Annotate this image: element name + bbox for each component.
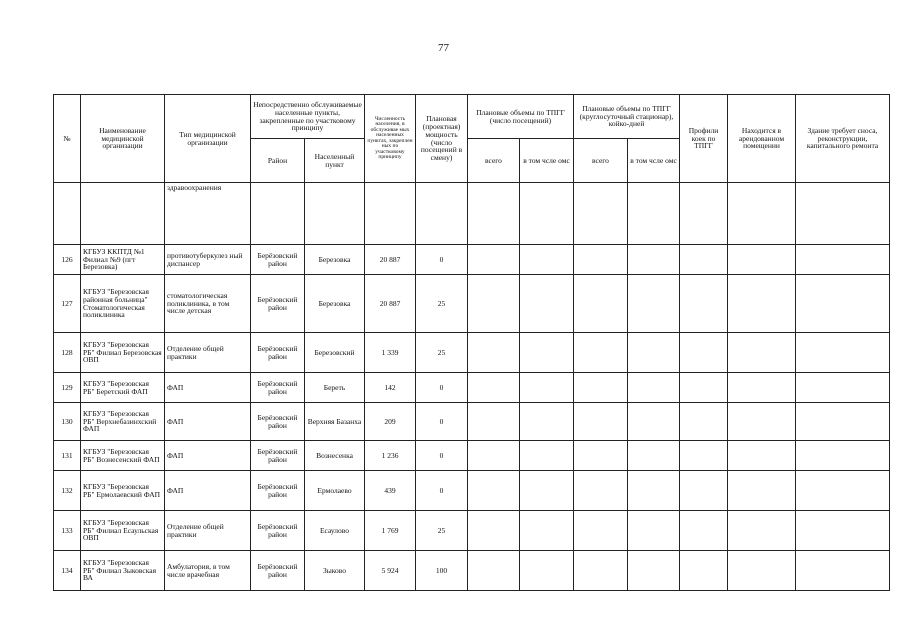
table-row xyxy=(54,333,890,373)
empty-cell xyxy=(628,441,680,471)
org-type-cell: ФАП xyxy=(165,403,251,441)
empty-cell xyxy=(680,333,728,373)
header-population: Численность населения, в обслуживае мых населенных пунктах, закреплен ных по участковому принципу xyxy=(365,95,416,183)
row-number: 131 xyxy=(54,441,81,471)
empty-cell xyxy=(468,275,520,333)
org-name-cell: КГБУЗ "Березовская РБ" Верхнебазинхский ФАП xyxy=(81,403,165,441)
empty-cell xyxy=(796,511,890,551)
empty-cell xyxy=(680,471,728,511)
district-cell: Берёзовский район xyxy=(251,511,305,551)
district-cell: Берёзовский район xyxy=(251,373,305,403)
empty-cell xyxy=(520,511,574,551)
empty-cell xyxy=(520,441,574,471)
empty-cell xyxy=(520,373,574,403)
header-org-type: Тип медицинской организации xyxy=(165,95,251,183)
empty-cell xyxy=(574,403,628,441)
district-cell: Берёзовский район xyxy=(251,441,305,471)
empty-cell xyxy=(628,551,680,591)
table-row xyxy=(54,403,890,441)
empty-cell xyxy=(468,403,520,441)
settlement-cell: Березовский xyxy=(305,333,365,373)
population-cell: 20 887 xyxy=(365,245,416,275)
org-type-cell: Амбулатория, в том числе врачебная xyxy=(165,551,251,591)
empty-cell xyxy=(796,373,890,403)
population-cell: 1 236 xyxy=(365,441,416,471)
empty-cell xyxy=(520,403,574,441)
table-row xyxy=(54,373,890,403)
population-cell: 142 xyxy=(365,373,416,403)
empty-cell xyxy=(728,403,796,441)
empty-cell xyxy=(796,275,890,333)
population-cell: 209 xyxy=(365,403,416,441)
empty-cell xyxy=(468,511,520,551)
settlement-cell: Верхняя Базанха xyxy=(305,403,365,441)
settlement-cell: Вознесенка xyxy=(305,441,365,471)
empty-cell xyxy=(728,333,796,373)
header-num: № xyxy=(54,95,81,183)
empty-cell xyxy=(574,551,628,591)
settlement-cell: Ермолаево xyxy=(305,471,365,511)
empty-cell xyxy=(728,511,796,551)
empty-cell xyxy=(468,441,520,471)
capacity-cell: 0 xyxy=(416,403,468,441)
capacity-cell: 25 xyxy=(416,511,468,551)
header-visits-total: всего xyxy=(468,139,520,183)
empty-cell xyxy=(728,551,796,591)
header-visits-oms: в том чсле омс xyxy=(520,139,574,183)
table-row xyxy=(54,441,890,471)
empty-cell xyxy=(574,511,628,551)
empty-cell xyxy=(468,471,520,511)
empty-cell xyxy=(520,333,574,373)
district-cell: Берёзовский район xyxy=(251,551,305,591)
empty-cell xyxy=(680,245,728,275)
empty-cell xyxy=(728,245,796,275)
empty-cell xyxy=(680,373,728,403)
empty-cell xyxy=(728,373,796,403)
org-name-cell: КГБУЗ "Березовская районная больница" Стоматологическая поликлиника xyxy=(81,275,165,333)
org-type-cell: ФАП xyxy=(165,373,251,403)
row-number: 126 xyxy=(54,245,81,275)
header-beds-oms: в том чсле омс xyxy=(628,139,680,183)
empty-cell xyxy=(628,373,680,403)
empty-cell xyxy=(628,403,680,441)
org-type-cell: Отделение общей практики xyxy=(165,511,251,551)
empty-cell xyxy=(520,245,574,275)
capacity-cell: 0 xyxy=(416,471,468,511)
continuation-text: здравоохранения xyxy=(165,183,251,245)
org-name-cell: КГБУЗ "Березовская РБ" Беретский ФАП xyxy=(81,373,165,403)
row-number: 127 xyxy=(54,275,81,333)
org-name-cell: КГБУЗ "Березовская РБ" Ермолаевский ФАП xyxy=(81,471,165,511)
empty-cell xyxy=(574,471,628,511)
org-name-cell: КГБУЗ "Березовская РБ" Вознесенский ФАП xyxy=(81,441,165,471)
header-needs-demolition: Здание требует сноса, реконструкции, капитального ремонта xyxy=(796,95,890,183)
org-name-cell: КГБУЗ ККПТД №1 Филиал №9 (пгт Березовка) xyxy=(81,245,165,275)
org-name-cell: КГБУЗ "Березовская РБ" Филиал Есаульская ОВП xyxy=(81,511,165,551)
empty-cell xyxy=(680,275,728,333)
empty-cell xyxy=(796,441,890,471)
district-cell: Берёзовский район xyxy=(251,471,305,511)
empty-cell xyxy=(680,511,728,551)
empty-cell xyxy=(574,275,628,333)
district-cell: Берёзовский район xyxy=(251,403,305,441)
capacity-cell: 25 xyxy=(416,333,468,373)
population-cell: 1 769 xyxy=(365,511,416,551)
row-number: 133 xyxy=(54,511,81,551)
header-settlement: Населенный пункт xyxy=(305,139,365,183)
header-rented: Находится в арендованном помещении xyxy=(728,95,796,183)
table-row xyxy=(54,245,890,275)
settlement-cell: Береть xyxy=(305,373,365,403)
org-type-cell: стоматологическая поликлиника, в том числе детская xyxy=(165,275,251,333)
empty-cell xyxy=(520,471,574,511)
org-name-cell: КГБУЗ "Березовская РБ" Филиал Зыковская ВА xyxy=(81,551,165,591)
header-org-name: Наименование медицинской организации xyxy=(81,95,165,183)
empty-cell xyxy=(468,333,520,373)
empty-cell xyxy=(628,333,680,373)
table-row xyxy=(54,551,890,591)
empty-cell xyxy=(628,471,680,511)
empty-cell xyxy=(728,471,796,511)
capacity-cell: 0 xyxy=(416,373,468,403)
table-row xyxy=(54,511,890,551)
header-planned-beds: Плановые объемы по ТПГГ (круглосуточный стационар), койко-дней xyxy=(574,95,680,139)
district-cell: Берёзовский район xyxy=(251,333,305,373)
capacity-cell: 25 xyxy=(416,275,468,333)
population-cell: 1 339 xyxy=(365,333,416,373)
empty-cell xyxy=(520,551,574,591)
org-name-cell: КГБУЗ "Березовская РБ" Филиал Березовская ОВП xyxy=(81,333,165,373)
settlement-cell: Есаулово xyxy=(305,511,365,551)
row-number: 130 xyxy=(54,403,81,441)
org-type-cell: ФАП xyxy=(165,471,251,511)
population-cell: 20 887 xyxy=(365,275,416,333)
org-type-cell: противотуберкулез ный диспансер xyxy=(165,245,251,275)
empty-cell xyxy=(628,245,680,275)
empty-cell xyxy=(468,373,520,403)
empty-cell xyxy=(796,551,890,591)
settlement-cell: Березовка xyxy=(305,245,365,275)
header-beds-total: всего xyxy=(574,139,628,183)
empty-cell xyxy=(796,471,890,511)
capacity-cell: 100 xyxy=(416,551,468,591)
empty-cell xyxy=(574,441,628,471)
district-cell: Берёзовский район xyxy=(251,275,305,333)
header-capacity: Плановая (проектная) мощность (число посещений в смену) xyxy=(416,95,468,183)
row-number: 128 xyxy=(54,333,81,373)
empty-cell xyxy=(574,373,628,403)
empty-cell xyxy=(728,441,796,471)
population-cell: 5 924 xyxy=(365,551,416,591)
empty-cell xyxy=(680,441,728,471)
table-row xyxy=(54,471,890,511)
empty-cell xyxy=(680,403,728,441)
header-served-group: Непосредственно обслуживаемые населенные пункты, закрепленные по участковому принципу xyxy=(251,95,365,139)
settlement-cell: Зыково xyxy=(305,551,365,591)
row-number: 132 xyxy=(54,471,81,511)
capacity-cell: 0 xyxy=(416,245,468,275)
settlement-cell: Березовка xyxy=(305,275,365,333)
row-number: 129 xyxy=(54,373,81,403)
empty-cell xyxy=(628,511,680,551)
empty-cell xyxy=(574,333,628,373)
header-district: Район xyxy=(251,139,305,183)
org-type-cell: Отделение общей практики xyxy=(165,333,251,373)
row-number: 134 xyxy=(54,551,81,591)
empty-cell xyxy=(628,275,680,333)
header-planned-visits: Плановые объемы по ТПГГ (число посещений) xyxy=(468,95,574,139)
empty-cell xyxy=(796,333,890,373)
org-type-cell: ФАП xyxy=(165,441,251,471)
table-row xyxy=(54,275,890,333)
empty-cell xyxy=(728,275,796,333)
empty-cell xyxy=(468,245,520,275)
population-cell: 439 xyxy=(365,471,416,511)
empty-cell xyxy=(520,275,574,333)
header-bed-profiles: Профили коек по ТПГГ xyxy=(680,95,728,183)
empty-cell xyxy=(796,245,890,275)
district-cell: Берёзовский район xyxy=(251,245,305,275)
medical-organizations-table xyxy=(53,94,890,591)
page-number: 77 xyxy=(438,42,449,54)
continuation-row xyxy=(54,183,890,245)
capacity-cell: 0 xyxy=(416,441,468,471)
empty-cell xyxy=(574,245,628,275)
empty-cell xyxy=(468,551,520,591)
empty-cell xyxy=(680,551,728,591)
empty-cell xyxy=(796,403,890,441)
